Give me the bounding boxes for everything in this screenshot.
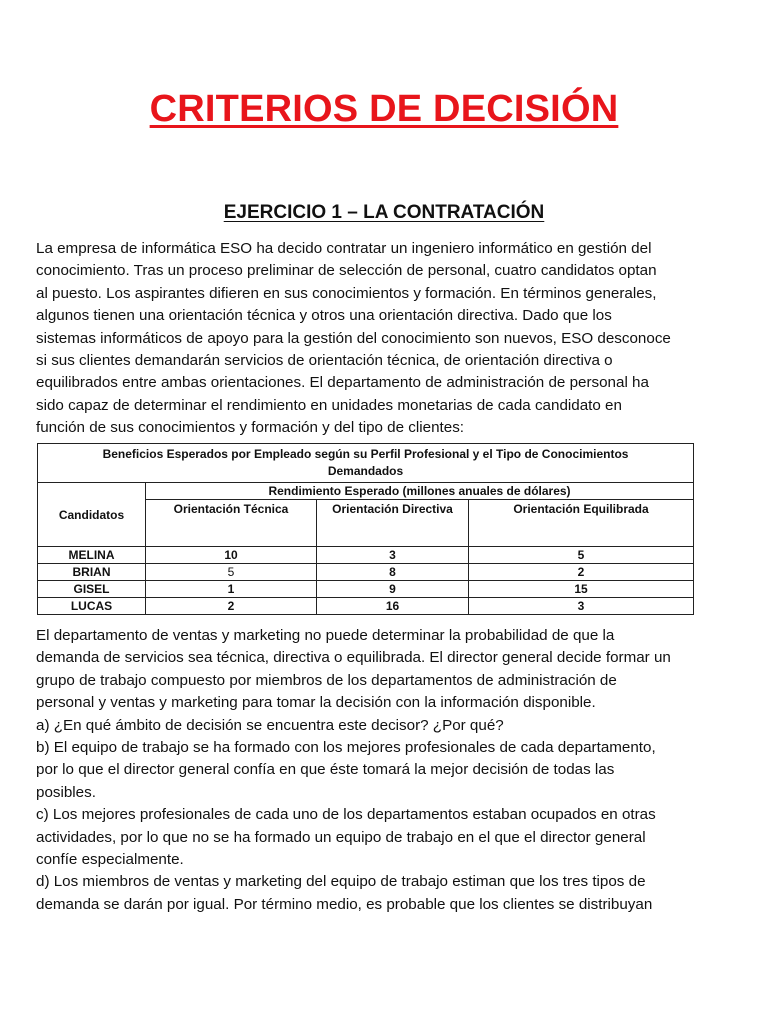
questions-paragraph (36, 625, 736, 916)
value-cell: 5 (146, 564, 317, 581)
text-line: grupo de trabajo compuesto por miembros de los departamentos de administración de (36, 671, 617, 689)
candidate-name: LUCAS (38, 598, 146, 615)
value-cell: 1 (146, 581, 317, 598)
value-cell: 15 (469, 581, 694, 598)
value-cell: 2 (469, 564, 694, 581)
text-line: algunos tienen una orientación técnica y otros una orientación directiva. Dado que los (36, 307, 612, 325)
question-c: c) Los mejores profesionales de cada uno de los departamentos estaban ocupados en otras (36, 806, 656, 824)
intro-paragraph (36, 238, 736, 440)
column-header-equilibrada: Orientación Equilibrada (469, 500, 694, 547)
value-cell: 2 (146, 598, 317, 615)
value-cell: 10 (146, 547, 317, 564)
text-line: demanda de servicios sea técnica, directiva o equilibrada. El director general decide formar un (36, 649, 671, 667)
text-line: si sus clientes demandarán servicios de orientación técnica, de orientación directiva o (36, 352, 613, 370)
column-header-tecnica: Orientación Técnica (146, 500, 317, 547)
value-cell: 3 (469, 598, 694, 615)
table-row (38, 581, 694, 598)
candidate-name: GISEL (38, 581, 146, 598)
text-line: sistemas informáticos de apoyo para la gestión del conocimiento son nuevos, ESO desconoce (36, 329, 671, 347)
expected-return-header: Rendimiento Esperado (millones anuales de dólares) (146, 483, 694, 500)
question-b: b) El equipo de trabajo se ha formado con los mejores profesionales de cada departamento, (36, 739, 656, 757)
value-cell: 9 (317, 581, 469, 598)
text-line: función de sus conocimientos y formación y del tipo de clientes: (36, 419, 465, 437)
table-row (38, 547, 694, 564)
text-line: equilibrados entre ambas orientaciones. El departamento de administración de personal ha (36, 374, 649, 392)
candidates-header: Candidatos (38, 483, 146, 547)
table-caption: Beneficios Esperados por Empleado según su Perfil Profesional y el Tipo de Conocimientos Demandados (38, 444, 694, 483)
value-cell: 16 (317, 598, 469, 615)
table-row (38, 564, 694, 581)
text-line: personal y ventas y marketing para tomar la decisión con la información disponible. (36, 694, 596, 712)
benefits-table (37, 443, 694, 615)
question-a: a) ¿En qué ámbito de decisión se encuentra este decisor? ¿Por qué? (36, 716, 504, 734)
value-cell: 5 (469, 547, 694, 564)
text-line: confíe especialmente. (36, 851, 184, 869)
value-cell: 8 (317, 564, 469, 581)
exercise-title: EJERCICIO 1 – LA CONTRATACIÓN (223, 202, 545, 223)
text-line: La empresa de informática ESO ha decido contratar un ingeniero informático en gestión del (36, 240, 652, 257)
text-line: sido capaz de determinar el rendimiento en unidades monetarias de cada candidato en (36, 396, 622, 414)
text-line: actividades, por lo que no se ha formado un equipo de trabajo en el que el director general (36, 828, 646, 846)
text-line: El departamento de ventas y marketing no puede determinar la probabilidad de que la (36, 627, 615, 644)
text-line: posibles. (36, 783, 96, 801)
column-header-directiva: Orientación Directiva (317, 500, 469, 547)
table-row (38, 598, 694, 615)
candidate-name: BRIAN (38, 564, 146, 581)
text-line: al puesto. Los aspirantes difieren en sus conocimientos y formación. En términos generales, (36, 284, 657, 302)
page-title: CRITERIOS DE DECISIÓN (149, 88, 619, 130)
text-line: demanda se darán por igual. Por término medio, es probable que los clientes se distribuyan (36, 895, 653, 913)
text-line: por lo que el director general confía en que éste tomará la mejor decisión de todas las (36, 761, 615, 779)
question-d: d) Los miembros de ventas y marketing del equipo de trabajo estiman que los tres tipos de (36, 873, 646, 891)
value-cell: 3 (317, 547, 469, 564)
text-line: conocimiento. Tras un proceso preliminar de selección de personal, cuatro candidatos optan (36, 262, 657, 280)
candidate-name: MELINA (38, 547, 146, 564)
